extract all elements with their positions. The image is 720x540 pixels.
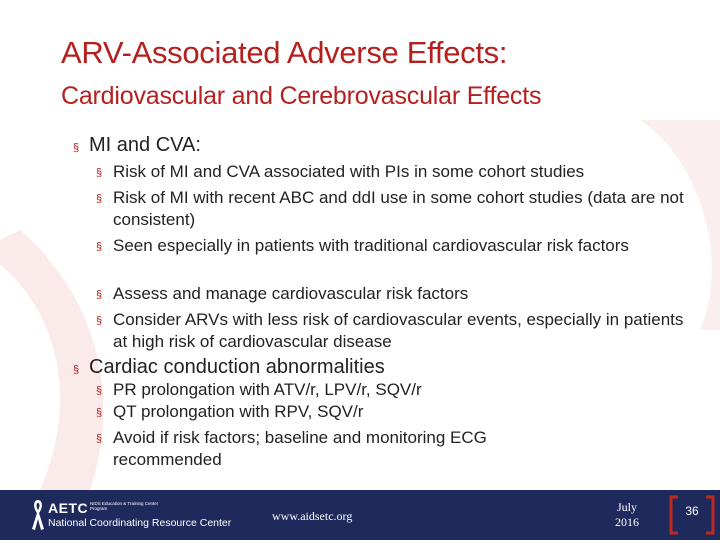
- bullet-icon: §: [73, 142, 80, 154]
- bullet-icon: §: [96, 385, 103, 397]
- list-item: § Consider ARVs with less risk of cardiovascular events, especially in patients at high risk of cardiovascular disease: [96, 310, 684, 351]
- section-heading-mi-cva: § MI and CVA:: [73, 133, 201, 157]
- bullet-icon: §: [96, 289, 103, 301]
- list-item: § Seen especially in patients with traditional cardiovascular risk factors: [96, 235, 686, 257]
- bullet-icon: §: [73, 364, 80, 376]
- aetc-logo[interactable]: [30, 496, 230, 536]
- list-item: § QT prolongation with RPV, SQV/r: [96, 401, 686, 423]
- bullet-icon: §: [96, 433, 103, 445]
- logo-wordmark: AETC: [48, 500, 89, 516]
- website-link[interactable]: www.aidsetc.org: [272, 509, 353, 523]
- bullet-icon: §: [96, 315, 103, 327]
- page-number: 36: [685, 504, 699, 518]
- awareness-ribbon-icon: [30, 498, 46, 532]
- date-year: 2016: [615, 515, 639, 529]
- bullet-icon: §: [96, 193, 103, 205]
- list-item: § Risk of MI and CVA associated with PIs in some cohort studies: [96, 161, 686, 183]
- logo-org-name: National Coordinating Resource Center: [48, 517, 232, 529]
- footer-bar: [0, 490, 720, 540]
- bullet-icon: §: [96, 167, 103, 179]
- slide-subtitle: Cardiovascular and Cerebrovascular Effects: [61, 82, 542, 110]
- section-heading-cardiac-conduction: § Cardiac conduction abnormalities: [73, 355, 385, 379]
- slide-title: ARV-Associated Adverse Effects:: [61, 35, 508, 70]
- list-item: § Risk of MI with recent ABC and ddI use in some cohort studies (data are not consistent): [96, 188, 684, 229]
- list-item: § PR prolongation with ATV/r, LPV/r, SQV/r: [96, 379, 686, 401]
- date-month: July: [616, 500, 637, 514]
- bullet-icon: §: [96, 241, 103, 253]
- logo-tagline: NIDS Education & Training Center Program: [90, 501, 159, 511]
- bullet-icon: §: [96, 407, 103, 419]
- list-item: § Avoid if risk factors; baseline and monitoring ECG recommended: [96, 428, 487, 469]
- list-item: § Assess and manage cardiovascular risk factors: [96, 283, 686, 305]
- slide-date: [612, 500, 642, 530]
